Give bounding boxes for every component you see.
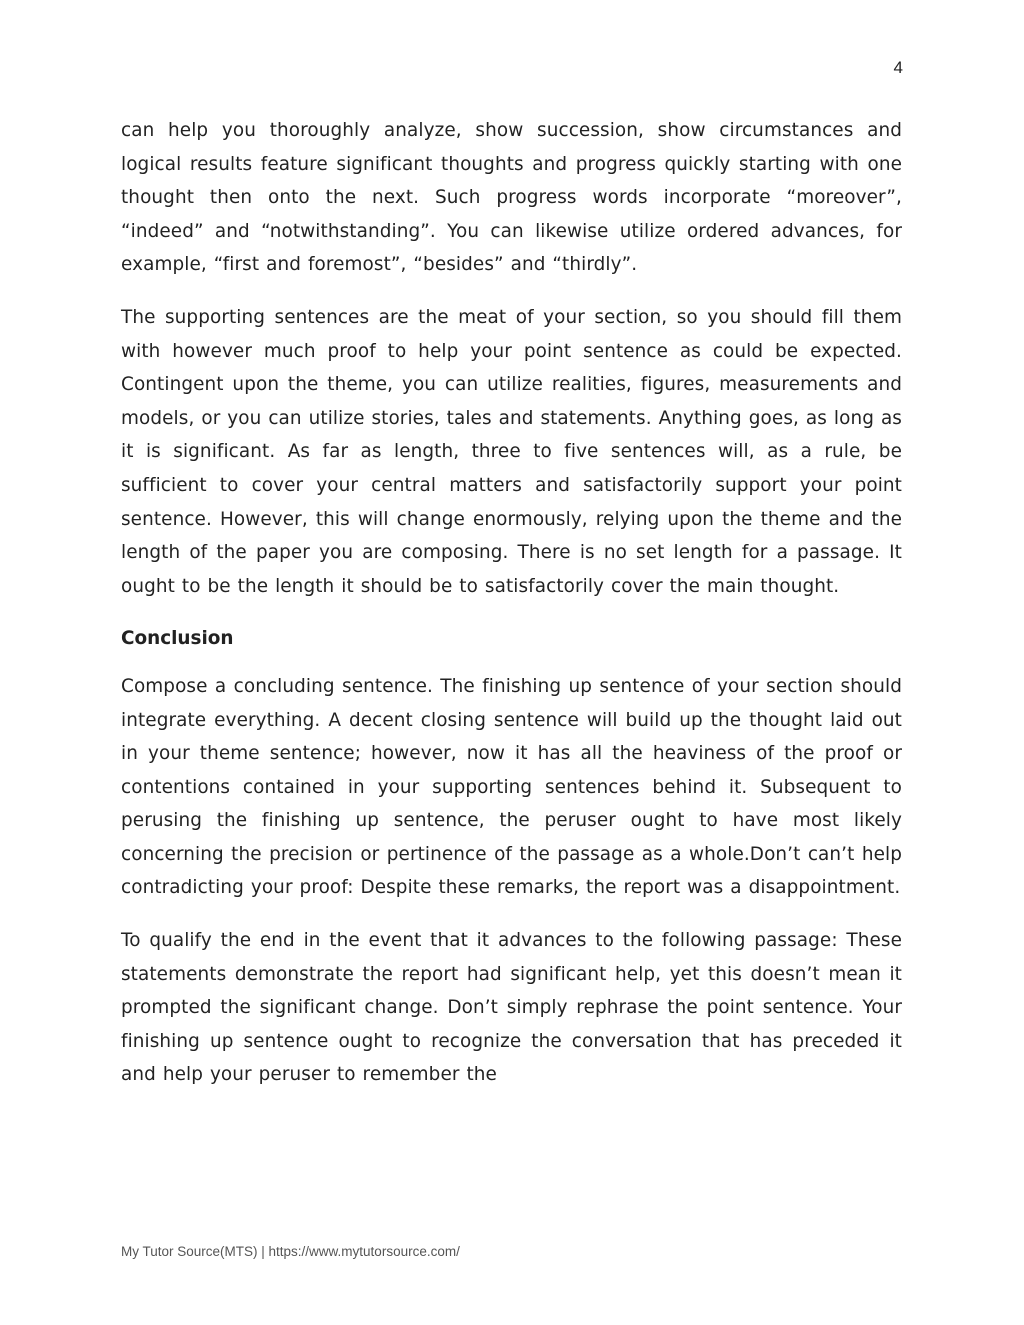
- section-heading-conclusion: Conclusion: [121, 628, 234, 650]
- page-footer: My Tutor Source(MTS) | https://www.mytutorsource.com/: [121, 1244, 460, 1259]
- body-paragraph: Compose a concluding sentence. The finishing up sentence of your section should integrate everything. A decent closing sentence will build up the thought laid out in your theme sentence; however, now it has all the heaviness of the proof or contentions contained in your supporting sentences behind it. Subsequent to perusing the finishing up sentence, the peruser ought to have most likely concerning the precision or pertinence of the passage as a whole.Don’t can’t help contradicting your proof: Despite these remarks, the report was a disappointment.: [121, 675, 902, 899]
- page-number: 4: [893, 58, 903, 77]
- body-paragraph: To qualify the end in the event that it advances to the following passage: These statements demonstrate the report had significant help, yet this doesn’t mean it prompted the significant change. Don’t simply rephrase the point sentence. Your finishing up sentence ought to recognize the conversation that has preceded it and help your peruser to remember the: [121, 930, 902, 1086]
- body-paragraph: The supporting sentences are the meat of your section, so you should fill them with however much proof to help your point sentence as could be expected. Contingent upon the theme, you can utilize realities, figures, measurements and models, or you can utilize stories, tales and statements. Anything goes, as long as it is significant. As far as length, three to five sentences will, as a rule, be sufficient to cover your central matters and satisfactorily support your point sentence. However, this will change enormously, relying upon the theme and the length of the paper you are composing. There is no set length for a passage. It ought to be the length it should be to satisfactorily cover the main thought.: [121, 306, 902, 597]
- body-paragraph: can help you thoroughly analyze, show succession, show circumstances and logical results feature significant thoughts and progress quickly starting with one thought then onto the next. Such progress words incorporate “moreover”, “indeed” and “notwithstanding”. You can likewise utilize ordered advances, for example, “first and foremost”, “besides” and “thirdly”.: [121, 120, 902, 276]
- document-body: [121, 114, 902, 1111]
